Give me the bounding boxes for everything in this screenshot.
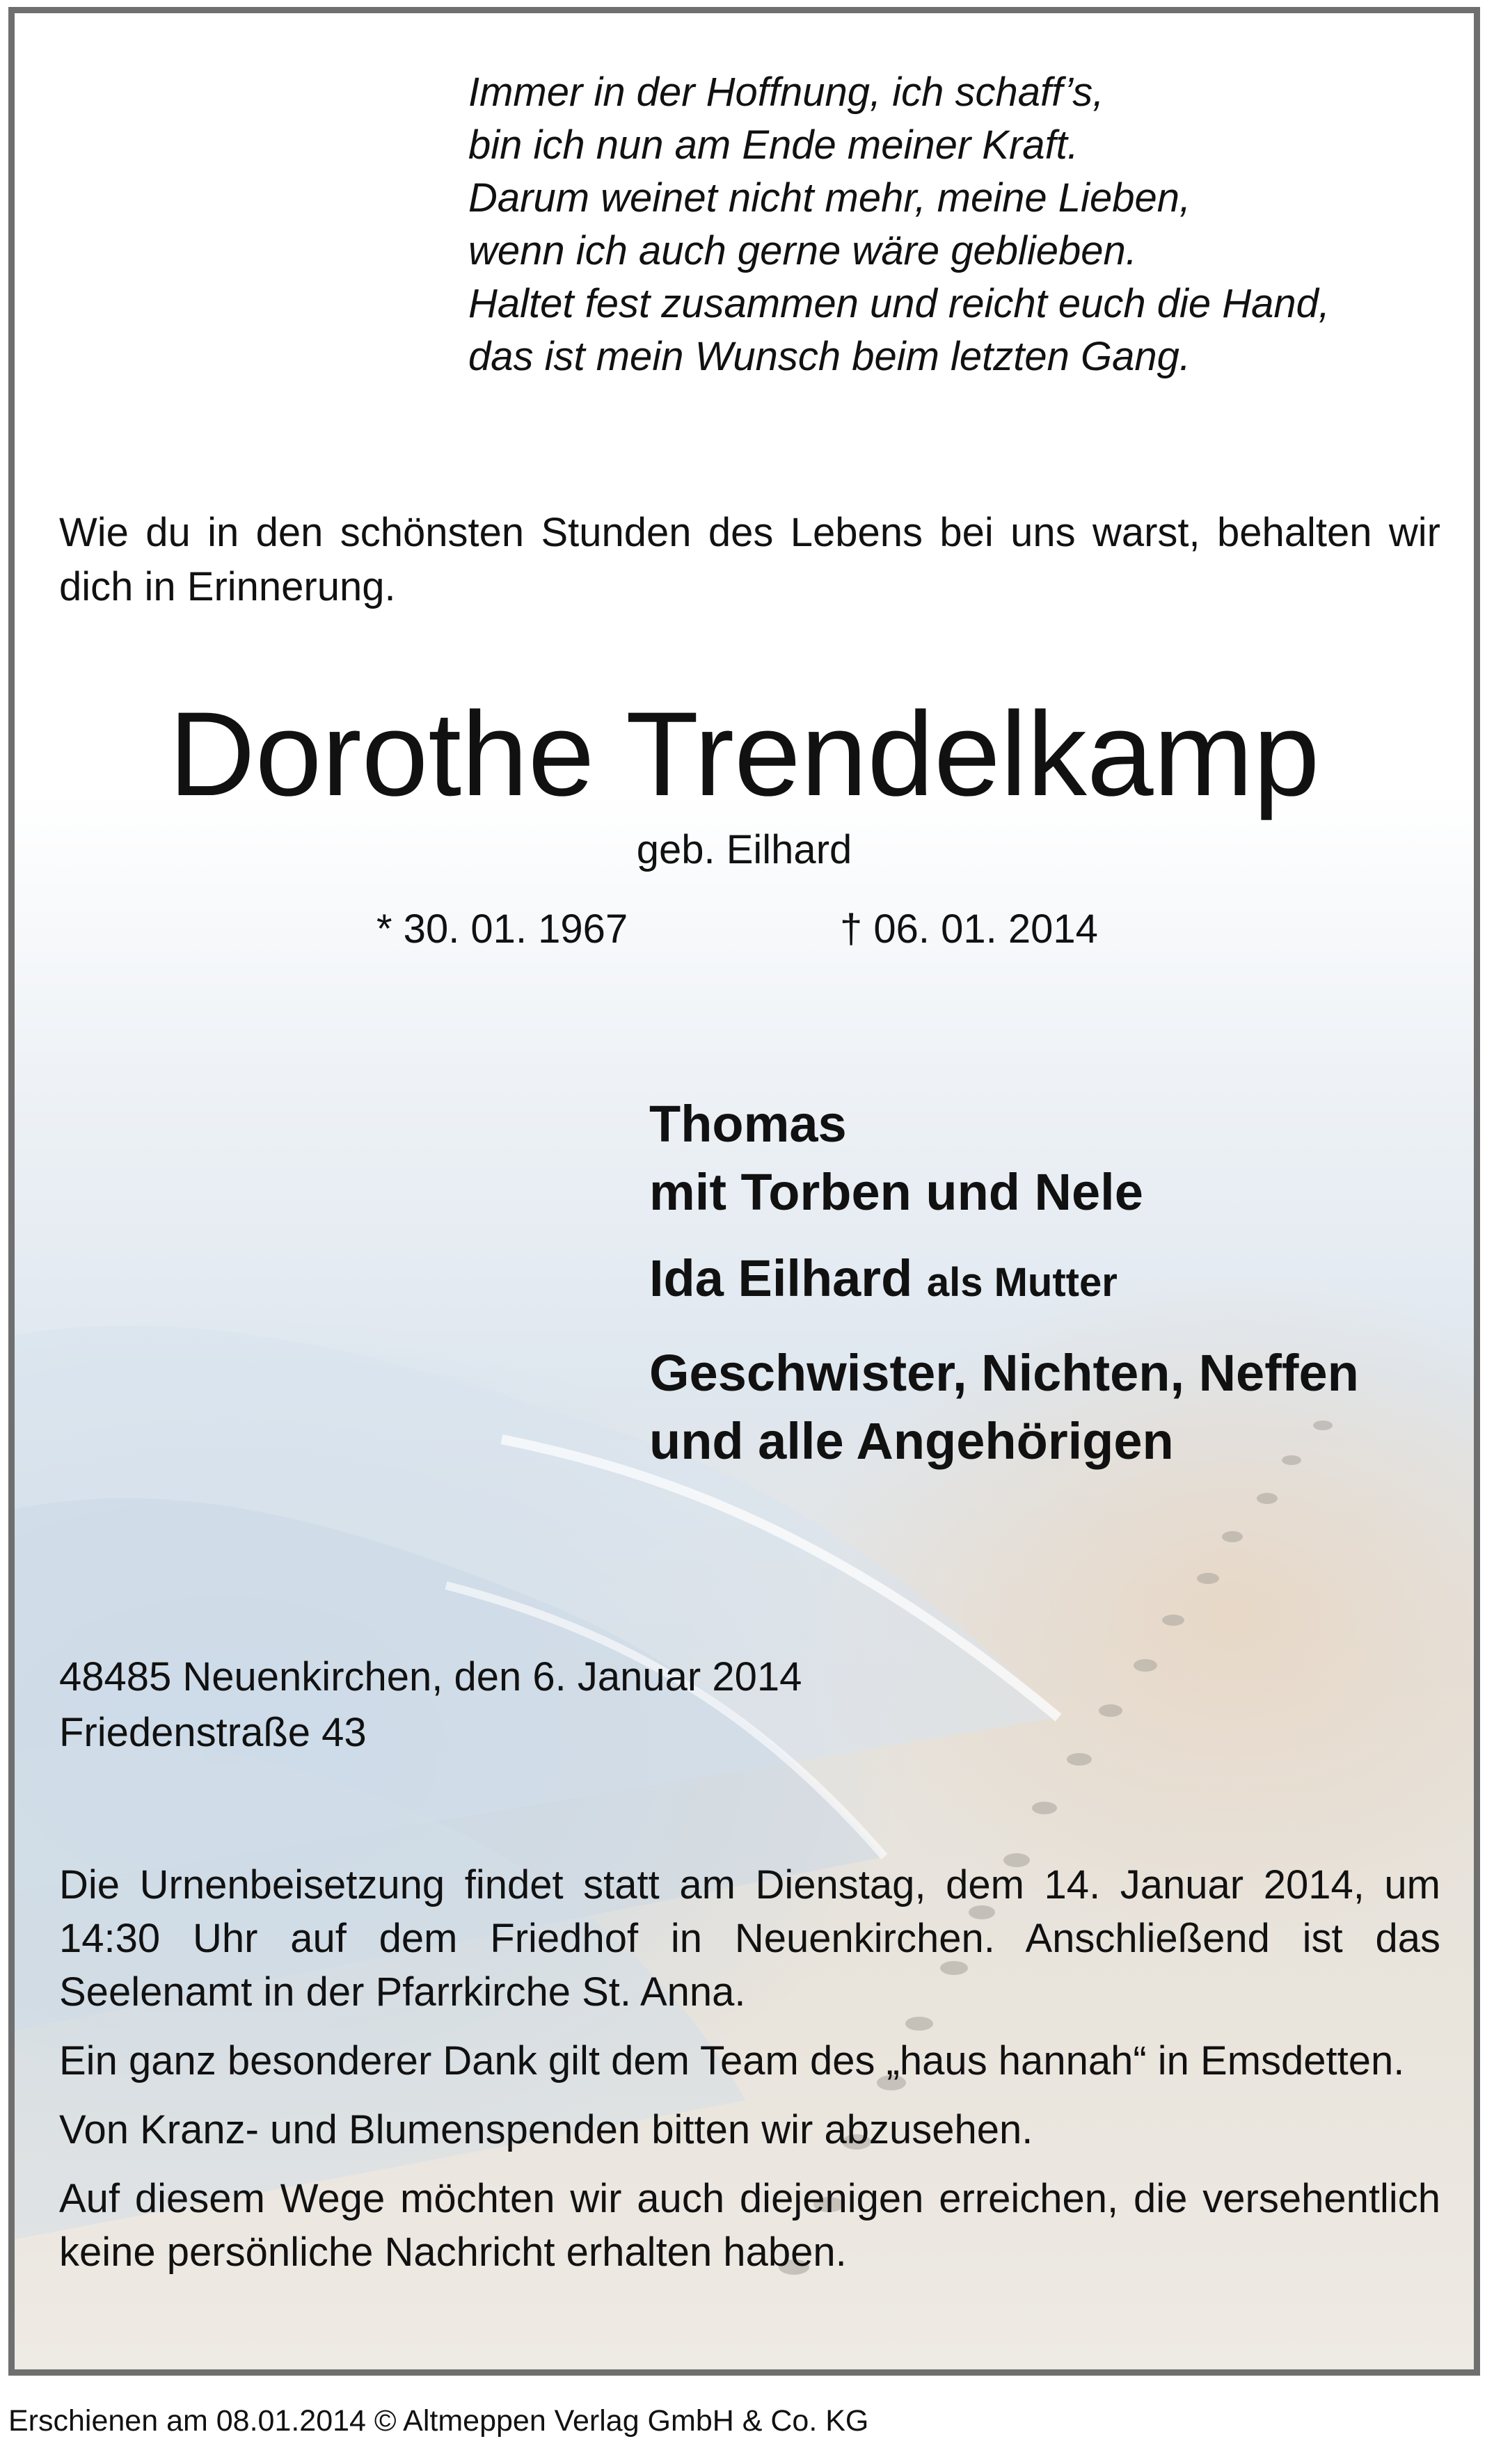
maiden-name: geb. Eilhard bbox=[636, 827, 852, 872]
flowers-paragraph: Von Kranz- und Blumenspenden bitten wir abzusehen. bbox=[59, 2107, 1033, 2152]
obituary-notice bbox=[8, 7, 1480, 2376]
deceased-name: Dorothe Trendelkamp bbox=[168, 687, 1320, 821]
burial-paragraph: Die Urnenbeisetzung findet statt am Dienstag, dem 14. Januar 2014, um 14:30 Uhr auf dem Friedhof in Neuenkirchen. Anschließend ist das Seelenamt in der Pfarrkirche St. Anna. bbox=[59, 1862, 1440, 2015]
poem: Immer in der Hoffnung, ich schaff’s, bin ich nun am Ende meiner Kraft. Darum weinet nicht mehr, meine Lieben, wenn ich auch gerne wäre geblieben. Haltet fest zusammen und reicht euch die Hand, das ist mein Wunsch beim letzten Gang. bbox=[468, 70, 1330, 379]
address-block bbox=[59, 1649, 802, 1761]
mourner-line: Geschwister, Nichten, Neffen bbox=[649, 1344, 1359, 1402]
mourner-line: Thomas bbox=[649, 1095, 847, 1153]
notice-body bbox=[59, 1858, 1440, 2294]
street-address: Friedenstraße 43 bbox=[59, 1710, 367, 1755]
intro-text: Wie du in den schönsten Stunden des Lebens bei uns warst, behalten wir dich in Erinnerung. bbox=[59, 510, 1440, 609]
publication-footer: Erschienen am 08.01.2014 © Altmeppen Verlag GmbH & Co. KG bbox=[8, 2404, 869, 2438]
mourner-line bbox=[649, 1245, 1359, 1317]
mourner-relation: als Mutter bbox=[926, 1260, 1118, 1305]
thanks-paragraph: Ein ganz besonderer Dank gilt dem Team des „haus hannah“ in Emsdetten. bbox=[59, 2038, 1405, 2083]
birth-date: * 30. 01. 1967 bbox=[376, 906, 628, 952]
mourner-name: Ida Eilhard bbox=[649, 1249, 913, 1307]
mourners-list bbox=[649, 1090, 1359, 1475]
place-date: 48485 Neuenkirchen, den 6. Januar 2014 bbox=[59, 1654, 802, 1699]
death-date: † 06. 01. 2014 bbox=[840, 906, 1098, 952]
reach-paragraph: Auf diesem Wege möchten wir auch diejenigen erreichen, die versehentlich keine persönliche Nachricht erhalten haben. bbox=[59, 2176, 1440, 2275]
mourner-line: mit Torben und Nele bbox=[649, 1163, 1143, 1221]
mourner-line: und alle Angehörigen bbox=[649, 1412, 1174, 1470]
